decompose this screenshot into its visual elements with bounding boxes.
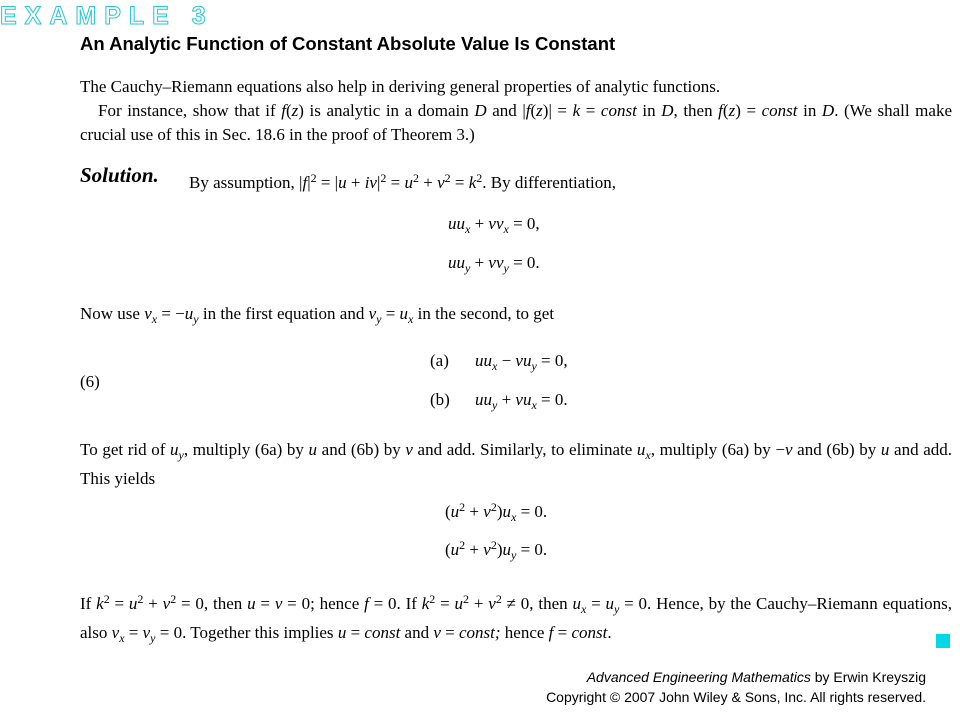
footer-book-title: Advanced Engineering Mathematics <box>586 669 811 685</box>
equation-6a-label: (a) <box>430 351 449 370</box>
equation-6a: $uu_x - vu_y = 0$, <box>475 351 568 373</box>
solution-label: Solution. <box>80 163 159 187</box>
footer-citation <box>546 667 926 687</box>
equation-6b-label: (b) <box>430 390 450 409</box>
equation-2: $uu_y + vv_y = 0$. <box>448 253 540 275</box>
page-title: An Analytic Function of Constant Absolute Value Is Constant <box>80 33 616 54</box>
intro-line-2: For instance, show that if f(z) is analytic in a domain D and |f(z)| = k = const in D, then f(z) = const in D. (We shall make crucial use of this in Sec. 18.6 in the proof of Theorem 3.) <box>80 101 952 144</box>
intro-line-1: The Cauchy–Riemann equations also help in deriving general properties of analytic functions. <box>80 77 721 96</box>
equation-6b: $uu_y + vu_x = 0$. <box>475 390 568 412</box>
conclusion-text: If $k^2 = u^2 + v^2 = 0$, then u = v = 0; hence f = 0. If $k^2 = u^2 + v^2 \ne 0$, then $u_x = u_y = 0$. Hence, by the Cauchy–Riemann equations, also $v_x = v_y = 0$. Together this implies u = const and v = const; hence f = const. <box>80 592 953 645</box>
equation-4: $(u^2 + v^2)u_y = 0$. <box>445 538 548 562</box>
solution-text: By assumption, $|f|^2 = |u + iv|^2 = u^2 + v^2 = k^2$. By differentiation, <box>189 171 617 192</box>
end-of-example-mark <box>936 634 950 648</box>
equation-number-6: (6) <box>80 372 100 391</box>
example-header: EXAMPLE 3 <box>0 2 214 30</box>
footer <box>546 667 926 707</box>
footer-author: by Erwin Kreyszig <box>814 669 926 685</box>
step3-text: To get rid of $u_y$, multiply (6a) by u and (6b) by v and add. Similarly, to eliminate $u_x$, multiply (6a) by −v and (6b) by u and add. This yields <box>80 440 952 488</box>
equation-3: $(u^2 + v^2)u_x = 0$. <box>445 500 548 524</box>
step2-text: Now use $v_x = -u_y$ in the first equation and $v_y = u_x$ in the second, to get <box>80 304 555 326</box>
footer-copyright: Copyright © 2007 John Wiley & Sons, Inc. All rights reserved. <box>546 689 926 705</box>
equation-1: $uu_x + vv_x = 0$, <box>448 214 540 236</box>
